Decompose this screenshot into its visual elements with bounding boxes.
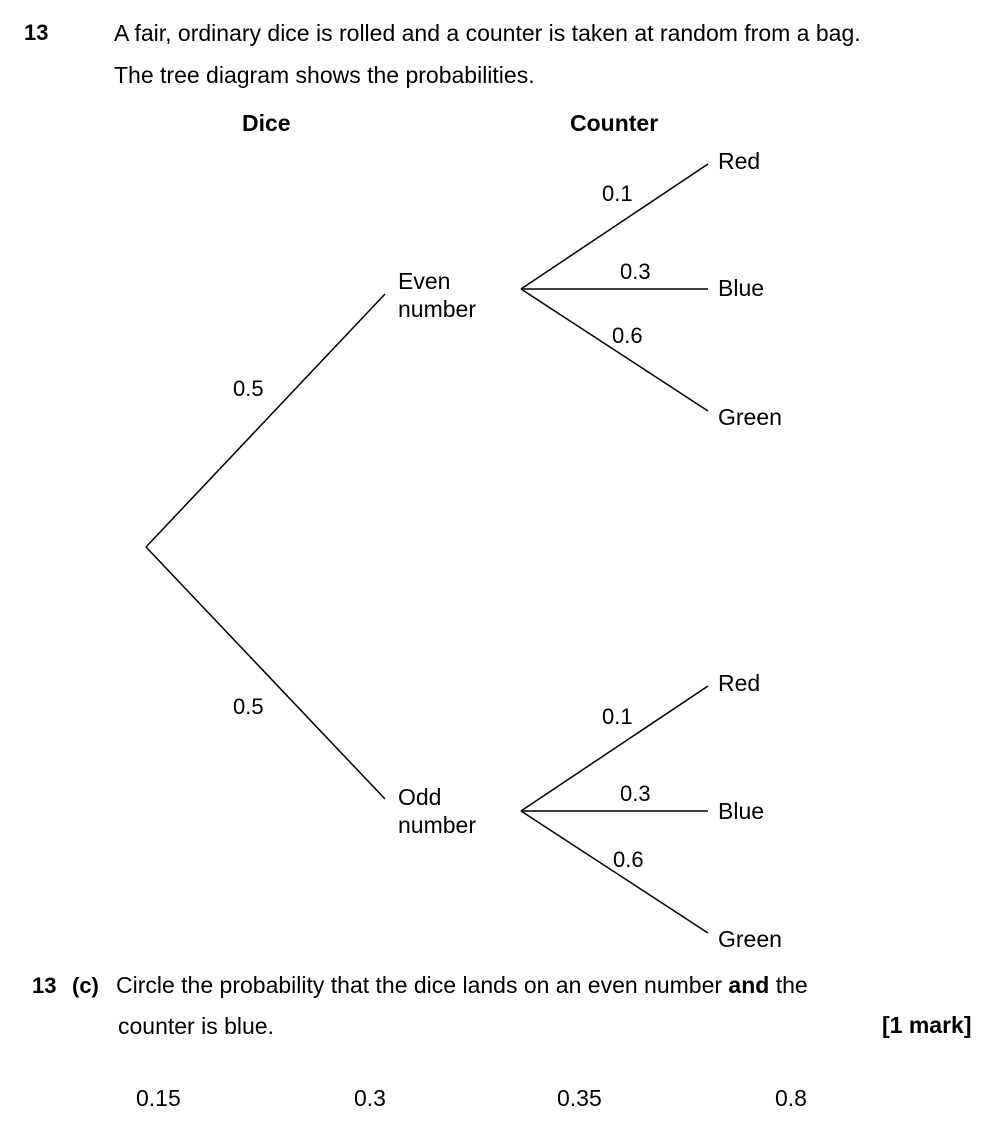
answer-option-2[interactable]: 0.3 xyxy=(354,1085,386,1111)
leaf-odd-red: Red xyxy=(718,670,761,696)
leaf-odd-blue: Blue xyxy=(718,798,765,824)
part-c-question-number: 13 xyxy=(32,973,57,998)
node-even-line-2: number xyxy=(398,296,476,322)
answer-option-4[interactable]: 0.8 xyxy=(775,1085,807,1111)
part-c-text-after: the xyxy=(775,972,808,998)
leaf-even-green: Green xyxy=(718,404,782,430)
part-c-label: (c) xyxy=(72,973,99,998)
node-odd-line-2: number xyxy=(398,812,476,838)
leaf-odd-green: Green xyxy=(718,926,782,952)
answer-option-1[interactable]: 0.15 xyxy=(136,1085,181,1111)
branch-odd xyxy=(146,547,385,799)
prob-even-green: 0.6 xyxy=(612,323,643,348)
prob-even: 0.5 xyxy=(233,376,264,401)
question-text-line-2: The tree diagram shows the probabilities. xyxy=(114,62,535,88)
part-c-text-line-1 xyxy=(116,972,808,999)
node-odd-line-1: Odd xyxy=(398,784,442,810)
heading-dice: Dice xyxy=(242,110,291,136)
leaf-even-red: Red xyxy=(718,148,761,174)
prob-odd-blue: 0.3 xyxy=(620,781,651,806)
prob-odd-green: 0.6 xyxy=(613,847,644,872)
answer-option-3[interactable]: 0.35 xyxy=(557,1085,602,1111)
branch-even xyxy=(146,294,385,547)
heading-counter: Counter xyxy=(570,110,659,136)
marks-label: [1 mark] xyxy=(882,1012,972,1038)
node-even-number xyxy=(398,267,476,323)
prob-odd-red: 0.1 xyxy=(602,704,633,729)
prob-odd: 0.5 xyxy=(233,694,264,719)
question-number: 13 xyxy=(24,20,49,45)
node-odd-number xyxy=(398,783,476,839)
part-c-text-before: Circle the probability that the dice lands on an even number xyxy=(116,972,723,998)
node-even-line-1: Even xyxy=(398,268,451,294)
prob-even-blue: 0.3 xyxy=(620,259,651,284)
branch-even-green xyxy=(521,289,708,411)
part-c-text-bold: and xyxy=(728,972,770,998)
prob-even-red: 0.1 xyxy=(602,181,633,206)
question-text-line-1: A fair, ordinary dice is rolled and a counter is taken at random from a bag. xyxy=(114,20,861,46)
part-c-text-line-2: counter is blue. xyxy=(118,1013,274,1039)
leaf-even-blue: Blue xyxy=(718,275,765,301)
